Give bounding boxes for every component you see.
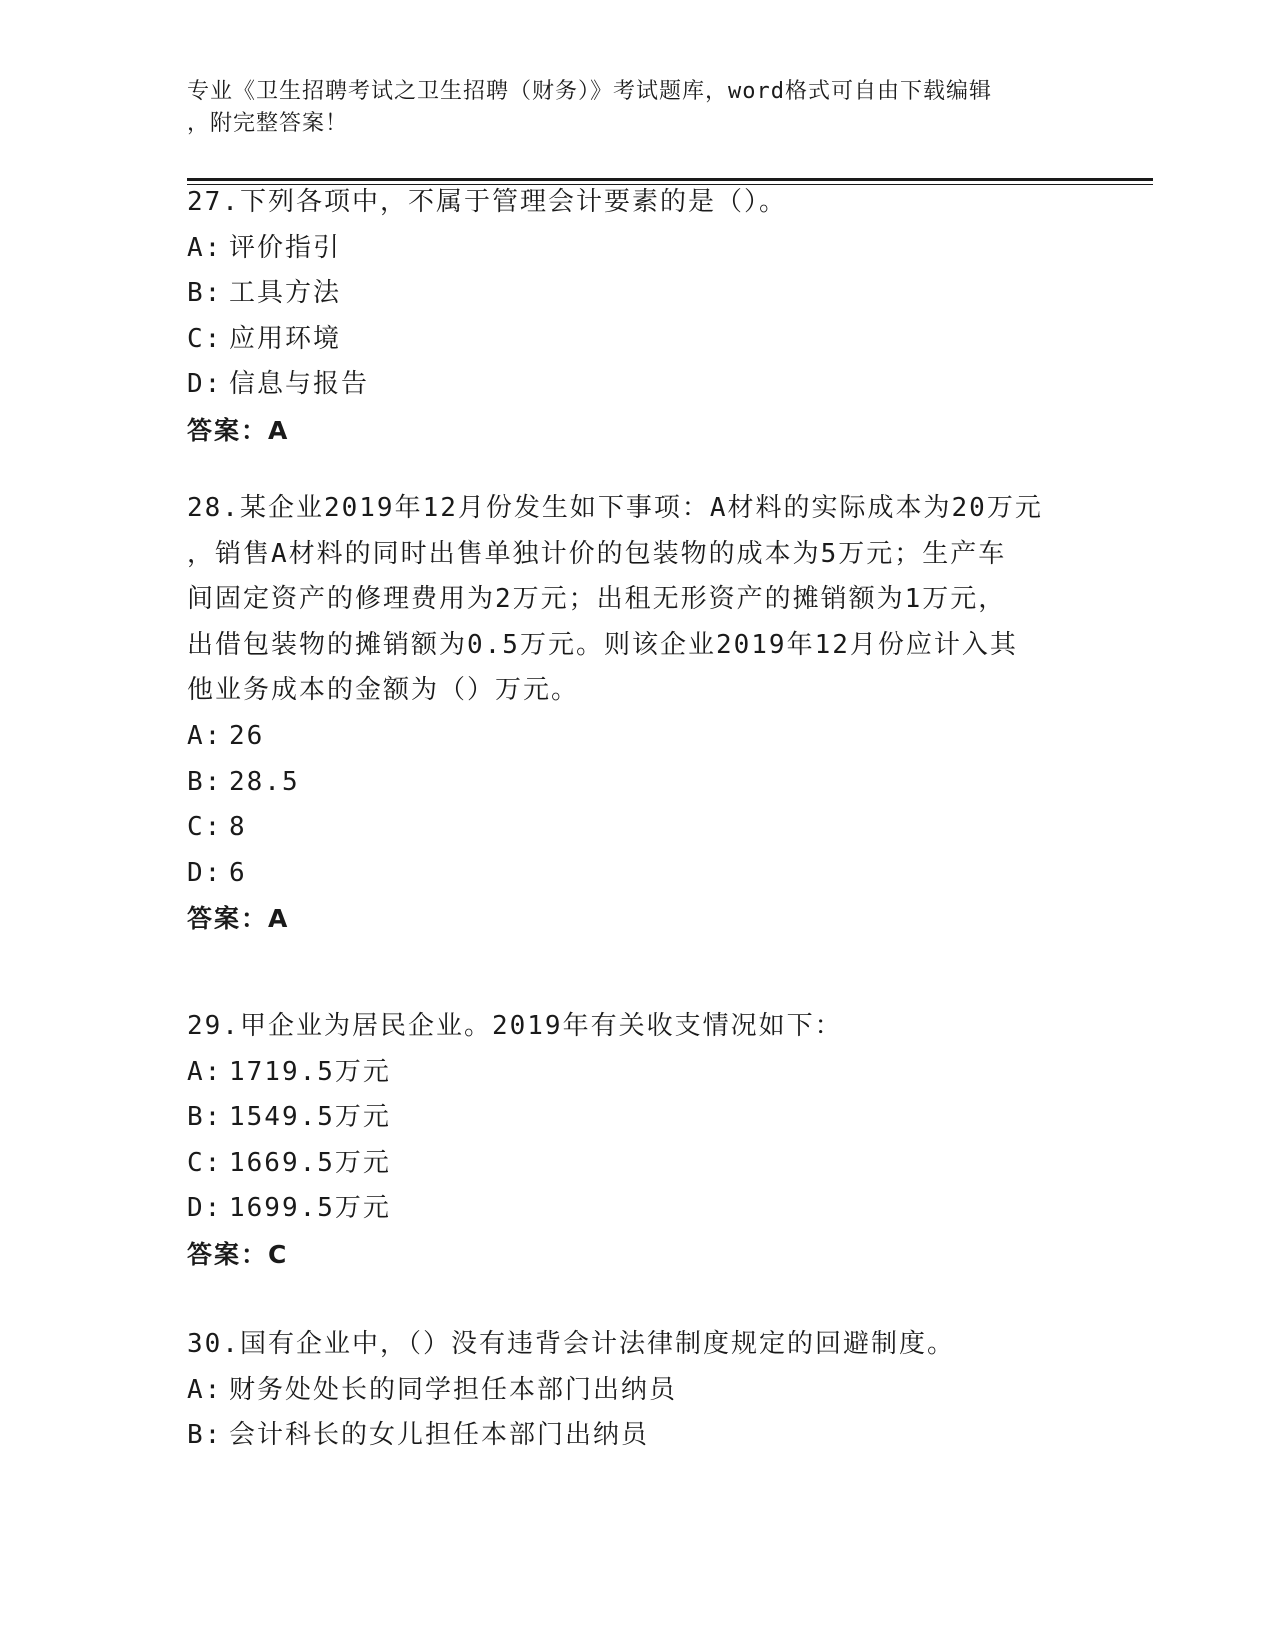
option-key: C:	[187, 1147, 223, 1178]
option-text: 工具方法	[229, 278, 342, 309]
option-text: 28.5	[229, 766, 300, 797]
option-b	[187, 271, 1087, 317]
question-30	[187, 1322, 1087, 1459]
option-key: D:	[187, 1193, 223, 1224]
question-stem-line: 间固定资产的修理费用为2万元；出租无形资产的摊销额为1万元，	[187, 584, 1007, 615]
option-key: C:	[187, 323, 223, 354]
question-stem: 30.国有企业中，（）没有违背会计法律制度规定的回避制度。	[187, 1329, 955, 1359]
option-c	[187, 1141, 1087, 1187]
option-a	[187, 714, 1087, 760]
answer-label: 答案：C	[187, 1239, 289, 1269]
option-key: C:	[187, 812, 223, 843]
option-text: 6	[229, 857, 247, 888]
answer-label: 答案：A	[187, 415, 290, 445]
option-b	[187, 1413, 1087, 1459]
option-text: 8	[229, 812, 247, 843]
document-header	[187, 76, 1087, 140]
option-key: B:	[187, 766, 223, 797]
option-c	[187, 805, 1087, 851]
option-key: B:	[187, 1102, 223, 1133]
option-d	[187, 851, 1087, 897]
option-text: 1719.5万元	[229, 1056, 391, 1087]
option-d	[187, 362, 1087, 408]
option-key: A:	[187, 1056, 223, 1087]
option-key: B:	[187, 278, 223, 309]
question-29	[187, 1004, 1087, 1278]
question-28	[187, 486, 1087, 942]
option-key: A:	[187, 1374, 223, 1405]
option-b	[187, 760, 1087, 806]
option-text: 会计科长的女儿担任本部门出纳员	[229, 1420, 650, 1451]
option-key: B:	[187, 1420, 223, 1451]
option-key: A:	[187, 232, 223, 263]
question-stem-line: ，销售A材料的同时出售单独计价的包装物的成本为5万元；生产车	[187, 538, 1007, 569]
option-text: 1699.5万元	[229, 1193, 391, 1224]
option-d	[187, 1186, 1087, 1232]
option-key: A:	[187, 720, 223, 751]
header-line-1: 专业《卫生招聘考试之卫生招聘（财务）》考试题库，word格式可自由下载编辑	[187, 79, 992, 104]
question-27	[187, 180, 1087, 454]
question-stem-line: 他业务成本的金额为（）万元。	[187, 675, 580, 706]
question-stem-line: 出借包装物的摊销额为0.5万元。则该企业2019年12月份应计入其	[187, 629, 1018, 660]
option-text: 26	[229, 720, 265, 751]
answer-label: 答案：A	[187, 904, 290, 934]
question-stem: 29.甲企业为居民企业。2019年有关收支情况如下：	[187, 1011, 843, 1041]
option-a	[187, 226, 1087, 272]
option-c	[187, 317, 1087, 363]
option-text: 应用环境	[229, 323, 342, 354]
header-line-2: ，附完整答案！	[187, 111, 349, 136]
option-key: D:	[187, 369, 223, 400]
option-b	[187, 1095, 1087, 1141]
option-text: 财务处处长的同学担任本部门出纳员	[229, 1374, 678, 1405]
option-text: 评价指引	[229, 232, 342, 263]
option-text: 1549.5万元	[229, 1102, 391, 1133]
question-stem-line: 28.某企业2019年12月份发生如下事项：A材料的实际成本为20万元	[187, 493, 1043, 523]
option-key: D:	[187, 857, 223, 888]
question-stem: 27.下列各项中，不属于管理会计要素的是（）。	[187, 187, 787, 217]
option-text: 信息与报告	[229, 369, 370, 400]
option-a	[187, 1050, 1087, 1096]
option-a	[187, 1368, 1087, 1414]
option-text: 1669.5万元	[229, 1147, 391, 1178]
